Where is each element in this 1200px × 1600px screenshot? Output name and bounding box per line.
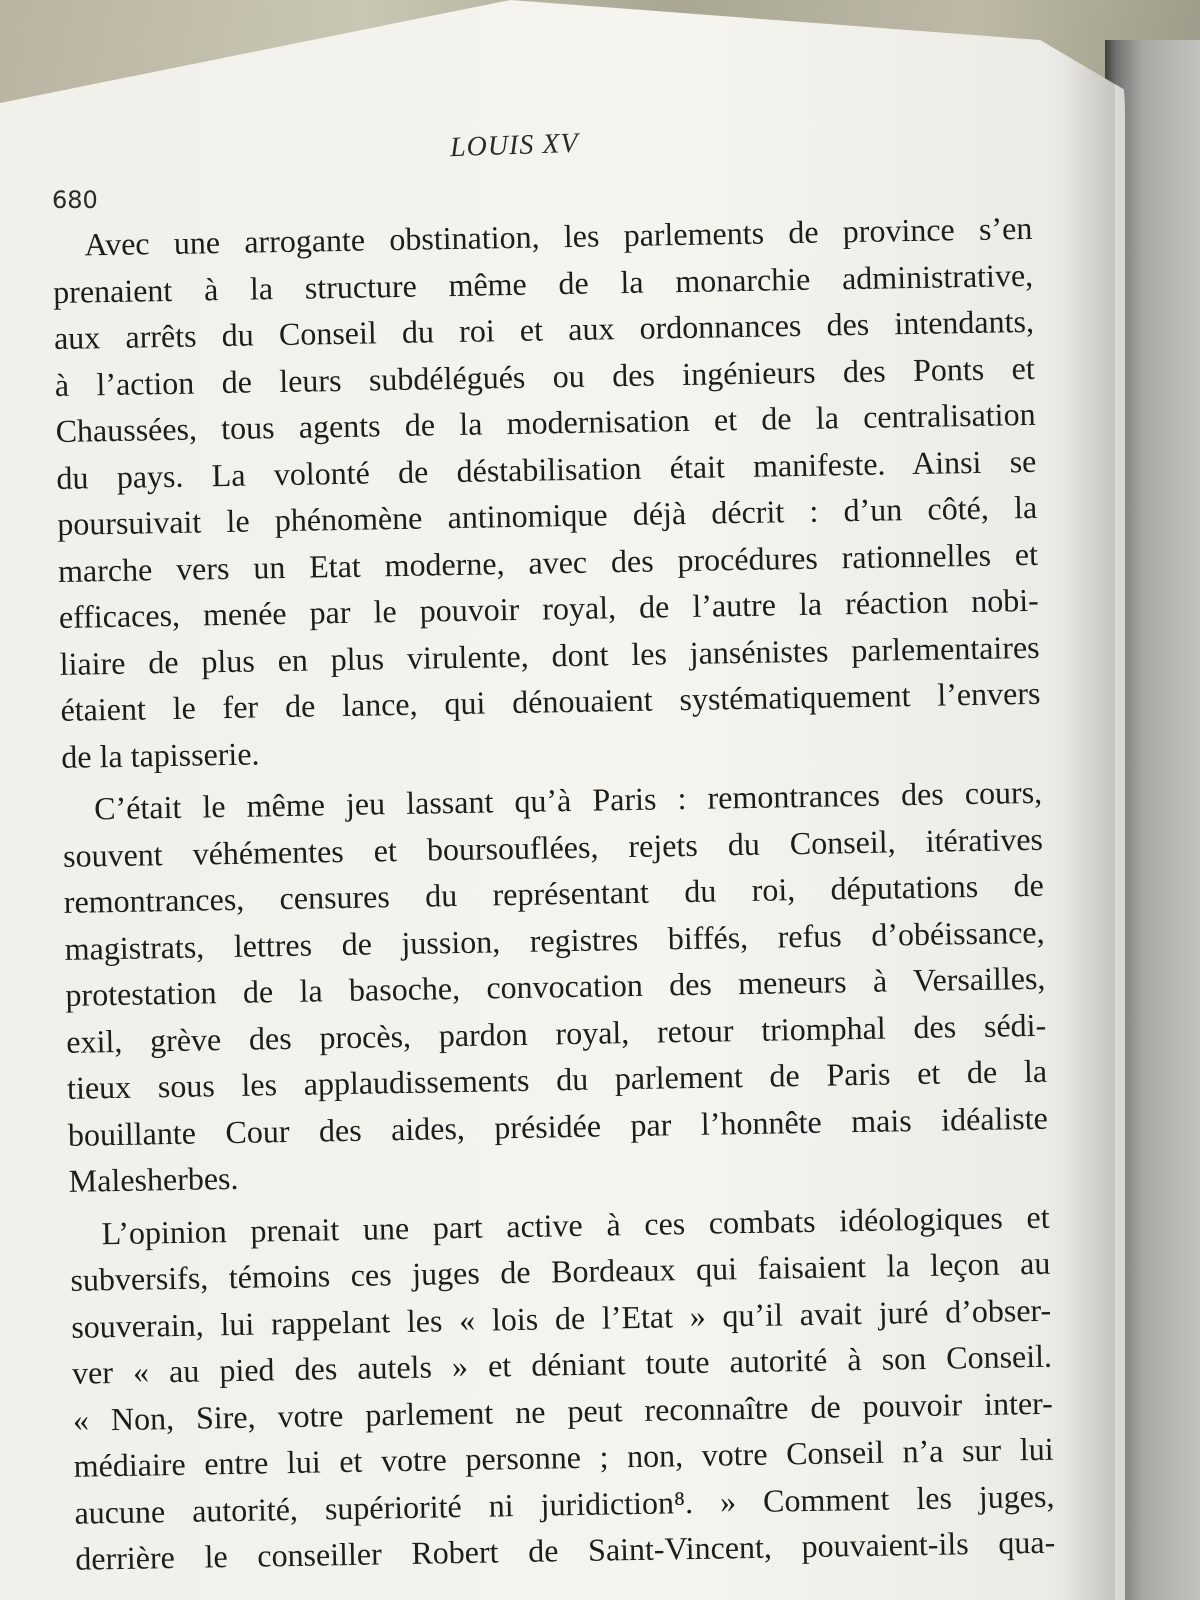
text-line: du pays. La volonté de déstabilisation était manifeste. Ainsi se xyxy=(56,442,1037,496)
text-line: étaient le fer de lance, qui dénouaient systématiquement l’envers xyxy=(60,674,1041,728)
body-text xyxy=(52,205,1056,1582)
page-number: 680 xyxy=(52,186,98,214)
text-line: protestation de la basoche, convocation des meneurs à Versailles, xyxy=(65,959,1046,1013)
text-line: souvent véhémentes et boursouflées, rejets du Conseil, itératives xyxy=(62,820,1044,874)
gutter-shadow xyxy=(1065,60,1115,1600)
text-line: tieux sous les applaudissements du parlement de Paris et de la xyxy=(66,1052,1048,1106)
paragraph xyxy=(62,769,1049,1205)
text-line: aux arrêts du Conseil du roi et aux ordonnances des intendants, xyxy=(53,302,1035,356)
text-line: liaire de plus en plus virulente, dont les jansénistes parlementaires xyxy=(59,628,1040,682)
running-head: LOUIS XV xyxy=(449,127,580,164)
text-line: aucune autorité, supériorité ni juridiction⁸. » Comment les juges, xyxy=(74,1477,1055,1531)
text-line: bouillante Cour des aides, présidée par l’honnête mais idéaliste xyxy=(67,1099,1049,1153)
text-line: prenaient à la structure même de la monarchie administrative, xyxy=(52,256,1034,310)
text-line: efficaces, menée par le pouvoir royal, de l’autre la réaction nobi- xyxy=(58,581,1040,635)
text-line: médiaire entre lui et votre personne ; non, votre Conseil n’a sur lui xyxy=(73,1430,1054,1484)
text-line: Malesherbes. xyxy=(68,1159,239,1199)
text-line: L’opinion prenait une part active à ces combats idéologiques et xyxy=(101,1198,1050,1251)
text-line: poursuivait le phénomène antinomique déjà décrit : d’un côté, la xyxy=(56,488,1038,542)
text-line: Avec une arrogante obstination, les parlements de province s’en xyxy=(84,209,1033,263)
text-line: remontrances, censures du représentant du roi, députations de xyxy=(63,866,1045,920)
text-line: subversifs, témoins ces juges de Bordeaux qui faisaient la leçon au xyxy=(70,1244,1051,1298)
paragraph xyxy=(52,205,1042,780)
text-line: ver « au pied des autels » et déniant toute autorité à son Conseil. xyxy=(71,1337,1053,1391)
text-line: magistrats, lettres de jussion, registres biffés, refus d’obéissance, xyxy=(64,913,1045,967)
paragraph xyxy=(69,1193,1055,1582)
text-line: « Non, Sire, votre parlement ne peut reconnaître de pouvoir inter- xyxy=(72,1384,1054,1438)
text-line: à l’action de leurs subdélégués ou des ingénieurs des Ponts et xyxy=(54,349,1036,403)
text-line: derrière le conseiller Robert de Saint-Vincent, pouvaient-ils qua- xyxy=(75,1523,1056,1577)
text-line: marche vers un Etat moderne, avec des procédures rationnelles et xyxy=(57,535,1039,589)
text-line: de la tapisserie. xyxy=(61,734,260,775)
text-line: souverain, lui rappelant les « lois de l’Etat » qu’il avait juré d’obser- xyxy=(70,1291,1052,1345)
text-line: exil, grève des procès, pardon royal, retour triomphal des sédi- xyxy=(65,1006,1047,1060)
text-line: C’était le même jeu lassant qu’à Paris : remontrances des cours, xyxy=(93,773,1043,827)
text-line: Chaussées, tous agents de la modernisation et de la centralisation xyxy=(55,395,1036,449)
